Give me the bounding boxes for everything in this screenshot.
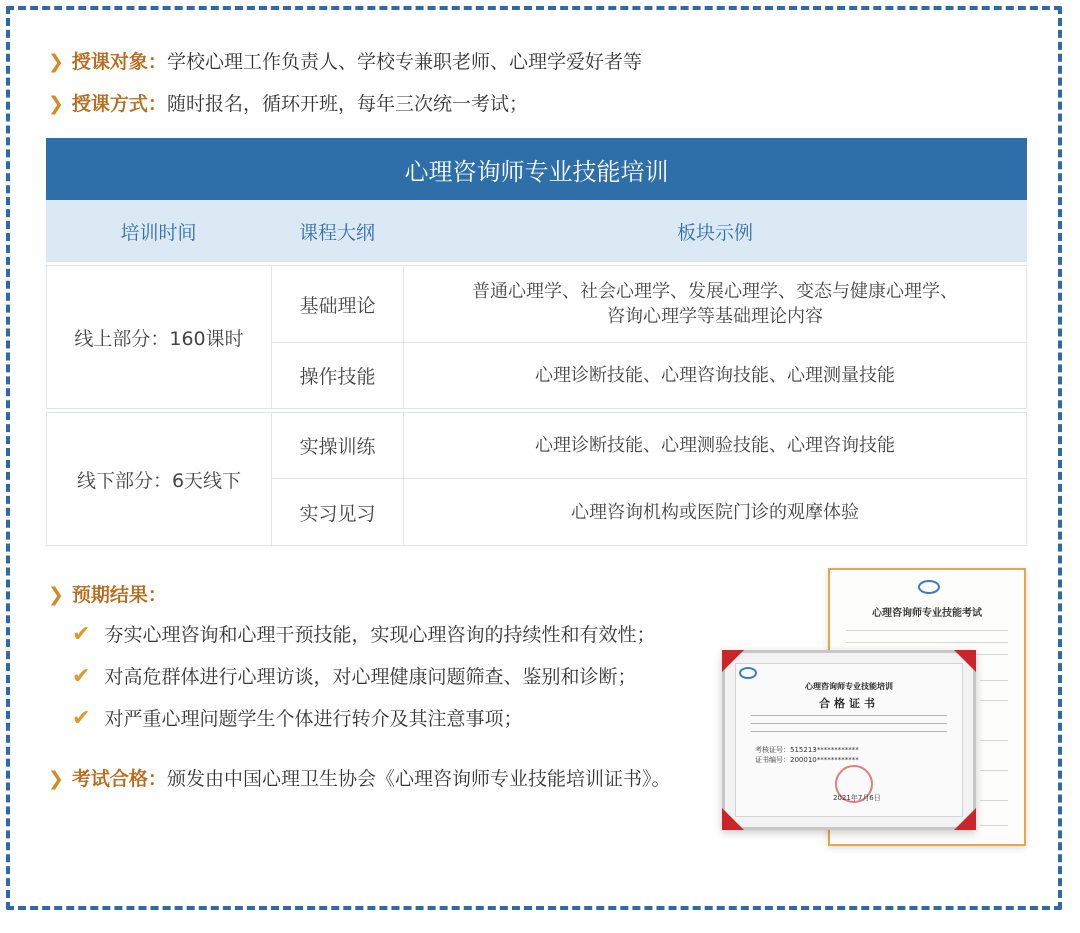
table-header xyxy=(46,200,1027,262)
audience-row xyxy=(48,49,642,75)
exam-row xyxy=(48,766,670,792)
row-example: 心理诊断技能、心理咨询技能、心理测量技能 xyxy=(535,365,895,386)
group-time: 线上部分：160课时 xyxy=(47,266,272,408)
result-text: 对严重心理问题学生个体进行转介及其注意事项； xyxy=(104,708,523,730)
exam-label: 考试合格： xyxy=(71,768,167,790)
audience-text: 学校心理工作负责人、学校专兼职老师、心理学爱好者等 xyxy=(166,51,642,73)
row-outline: 操作技能 xyxy=(272,343,404,408)
association-logo-icon xyxy=(739,667,757,679)
check-icon: ✔ xyxy=(72,706,91,731)
check-icon: ✔ xyxy=(72,622,91,647)
results-label: 预期结果： xyxy=(71,584,167,606)
header-outline: 课程大纲 xyxy=(298,221,375,244)
result-text: 夯实心理咨询和心理干预技能，实现心理咨询的持续性和有效性； xyxy=(104,624,656,646)
training-table xyxy=(46,138,1027,546)
row-example-text: 普通心理学、社会心理学、发展心理学、变态与健康心理学、咨询心理学等基础理论内容 xyxy=(472,281,958,327)
table-title: 心理咨询师专业技能培训 xyxy=(46,138,1027,200)
cert-front-subtitle: 合格证书 xyxy=(819,697,879,710)
check-icon: ✔ xyxy=(72,664,91,689)
list-item xyxy=(72,706,522,732)
table-row xyxy=(272,266,1026,343)
row-example: 心理咨询机构或医院门诊的观摩体验 xyxy=(571,501,859,523)
header-example: 板块示例 xyxy=(676,221,753,244)
row-outline: 实操训练 xyxy=(272,413,404,478)
exam-text: 颁发由中国心理卫生协会《心理咨询师专业技能培训证书》。 xyxy=(166,768,671,790)
audience-label: 授课对象： xyxy=(71,51,167,73)
row-outline: 实习见习 xyxy=(272,479,404,545)
result-text: 对高危群体进行心理访谈，对心理健康问题筛查、鉴别和诊断； xyxy=(104,666,637,688)
chevron-right-icon: ❯ xyxy=(48,584,64,606)
chevron-right-icon: ❯ xyxy=(48,51,64,73)
table-group-online xyxy=(46,265,1027,409)
method-label: 授课方式： xyxy=(71,93,167,115)
method-text: 随时报名，循环开班，每年三次统一考试； xyxy=(166,93,528,115)
group-time: 线下部分：6天线下 xyxy=(47,413,272,545)
chevron-right-icon: ❯ xyxy=(48,93,64,115)
results-row xyxy=(48,582,167,608)
certificate-front-image xyxy=(722,650,976,830)
row-example: 心理诊断技能、心理测验技能、心理咨询技能 xyxy=(535,435,895,456)
row-example xyxy=(404,266,1026,342)
table-row xyxy=(272,479,1026,545)
association-logo-icon xyxy=(918,580,940,594)
list-item xyxy=(72,622,655,648)
method-row xyxy=(48,91,528,117)
cert-number: 证书编号：200010************ xyxy=(755,756,859,764)
table-row xyxy=(272,413,1026,479)
chevron-right-icon: ❯ xyxy=(48,768,64,790)
cert-id-number: 考核证号：515213************ xyxy=(755,746,859,754)
list-item xyxy=(72,664,636,690)
table-row xyxy=(272,343,1026,408)
cert-back-title: 心理咨询师专业技能考试 xyxy=(872,608,982,619)
row-outline: 基础理论 xyxy=(272,266,404,342)
cert-front-title: 心理咨询师专业技能培训 xyxy=(805,682,893,691)
cert-date: 2021年7月6日 xyxy=(833,794,881,802)
table-group-offline xyxy=(46,412,1027,546)
header-time: 培训时间 xyxy=(120,221,197,244)
